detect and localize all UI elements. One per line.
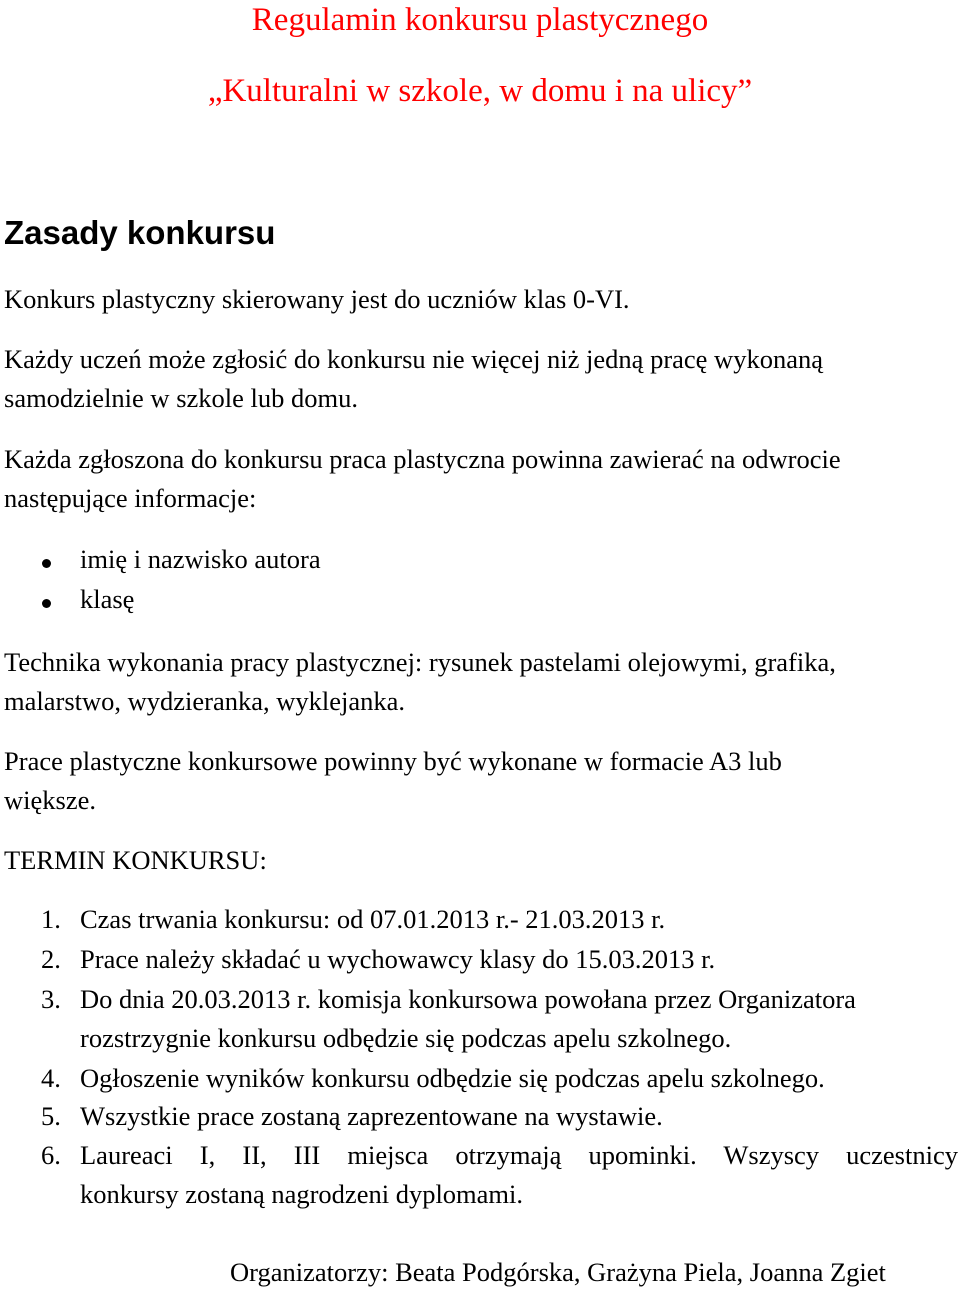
bullet-icon: [42, 559, 51, 568]
paragraph-submission-line-2: samodzielnie w szkole lub domu.: [4, 383, 358, 413]
list-item-number: 4.: [41, 1063, 61, 1093]
list-item-text: Ogłoszenie wyników konkursu odbędzie się podczas apelu szkolnego.: [80, 1063, 825, 1093]
paragraph-technique-line-2: malarstwo, wydzieranka, wyklejanka.: [4, 686, 406, 716]
list-item-number: 3.: [41, 984, 61, 1014]
list-item-number: 6.: [41, 1140, 61, 1170]
list-item-text-continuation: konkursy zostaną nagrodzeni dyplomami.: [80, 1179, 524, 1209]
document-title-line-2: „Kulturalni w szkole, w domu i na ulicy”: [207, 73, 753, 109]
list-item-text: Wszystkie prace zostaną zaprezentowane na wystawie.: [80, 1101, 663, 1131]
list-item-text: Laureaci I, II, III miejsca otrzymają upominki. Wszyscy uczestnicy: [80, 1140, 958, 1170]
list-item-number: 2.: [41, 944, 61, 974]
organizers-line: Organizatorzy: Beata Podgórska, Grażyna Piela, Joanna Zgiet: [230, 1257, 886, 1287]
bullet-item-name: imię i nazwisko autora: [80, 544, 321, 574]
paragraph-technique-line-1: Technika wykonania pracy plastycznej: rysunek pastelami olejowymi, grafika,: [4, 647, 836, 677]
list-item-number: 1.: [41, 904, 61, 934]
document-title-line-1: Regulamin konkursu plastycznego: [251, 2, 709, 38]
paragraph-format-line-1: Prace plastyczne konkursowe powinny być wykonane w formacie A3 lub: [4, 746, 782, 776]
paragraph-info-line-1: Każda zgłoszona do konkursu praca plastyczna powinna zawierać na odwrocie: [4, 444, 841, 474]
section-heading: Zasady konkursu: [4, 214, 276, 251]
bullet-item-class: klasę: [80, 584, 135, 614]
termin-heading: TERMIN KONKURSU:: [4, 845, 267, 875]
list-item-number: 5.: [41, 1101, 61, 1131]
paragraph-eligibility: Konkurs plastyczny skierowany jest do uczniów klas 0-VI.: [4, 284, 630, 314]
list-item-text: Do dnia 20.03.2013 r. komisja konkursowa powołana przez Organizatora: [80, 984, 856, 1014]
list-item-text: Czas trwania konkursu: od 07.01.2013 r.- 21.03.2013 r.: [80, 904, 666, 934]
paragraph-format-line-2: większe.: [4, 785, 96, 815]
paragraph-submission-line-1: Każdy uczeń może zgłosić do konkursu nie więcej niż jedną pracę wykonaną: [4, 344, 823, 374]
bullet-icon: [42, 599, 51, 608]
paragraph-info-line-2: następujące informacje:: [4, 483, 257, 513]
list-item-text-continuation: rozstrzygnie konkursu odbędzie się podczas apelu szkolnego.: [80, 1023, 732, 1053]
list-item-text: Prace należy składać u wychowawcy klasy do 15.03.2013 r.: [80, 944, 716, 974]
